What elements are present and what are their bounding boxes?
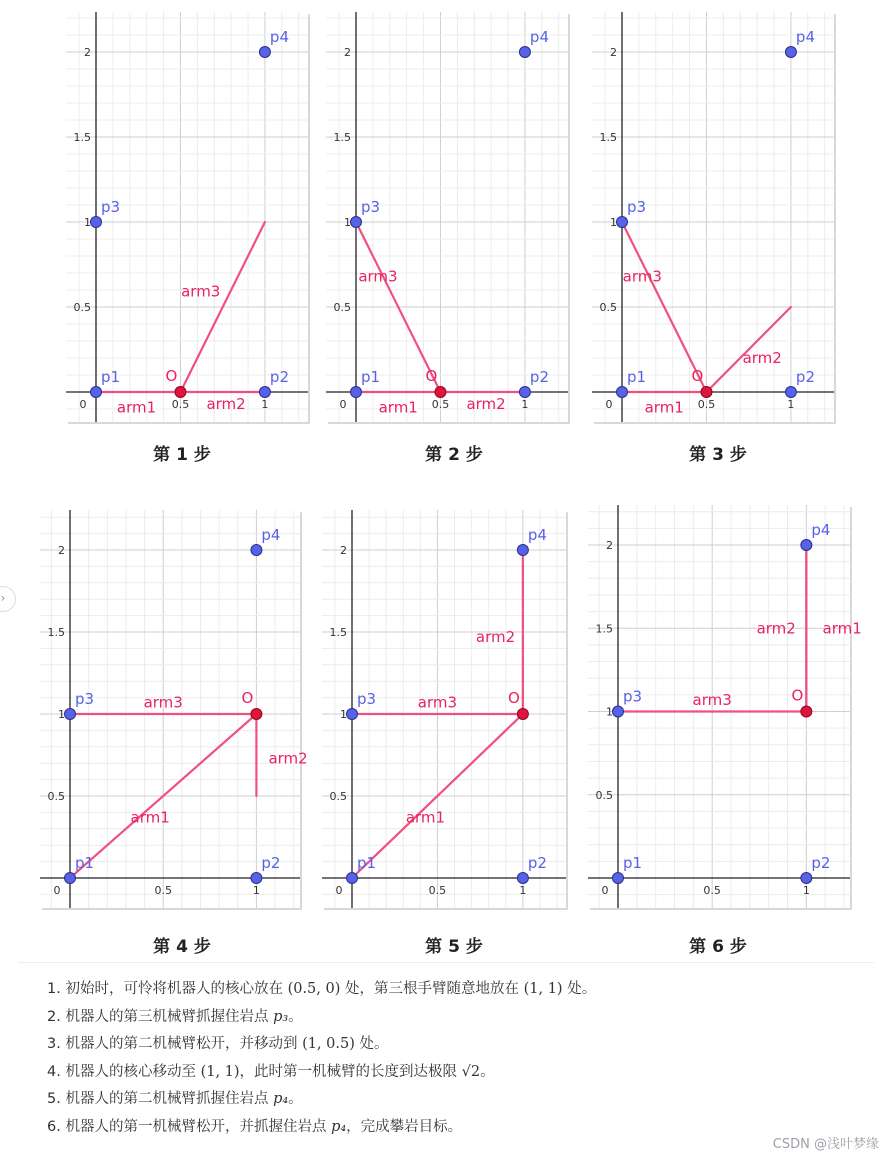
x-tick-label: 1 [802,884,810,897]
y-tick-label: 1 [84,216,91,229]
p2-point [517,873,528,884]
p3-label: p3 [627,198,647,216]
p3-point [65,709,76,720]
y-tick-label: 1 [610,216,617,229]
card-background [592,12,834,422]
y-tick-label: 0.5 [73,301,91,314]
p4-point [259,47,270,58]
arm1-label: arm1 [378,398,418,417]
y-tick-label: 0.5 [329,790,347,803]
arm2-label: arm2 [756,619,796,638]
core-point [801,706,812,717]
y-tick-label: 1 [344,216,351,229]
step-4-label: 第 4 步 [153,937,211,957]
step-1-diagram [66,12,310,424]
x-tick-label: 0.5 [428,884,447,897]
core-point [251,709,262,720]
side-expand-button[interactable]: › [0,586,16,612]
p2-label: p2 [529,368,550,386]
p3-label: p3 [357,690,377,708]
p1-point [613,873,624,884]
p2-label: p2 [795,368,816,386]
step-item: 1. 初始时，可怜将机器人的核心放在 (0.5, 0) 处，第三根手臂随意地放在 (1, 1) 处。 [47,981,597,997]
y-tick-label: 1 [340,708,347,721]
step-3-label: 第 3 步 [689,445,747,465]
y-tick-label: 2 [340,544,347,557]
arm2-label: arm2 [268,749,308,768]
p4-point [801,540,812,551]
p4-label: p4 [795,28,816,46]
step-2-diagram [326,12,570,424]
p4-label: p4 [529,28,550,46]
p4-point [251,545,262,556]
y-tick-label: 2 [84,46,91,59]
card-background [326,12,568,422]
x-tick-label: 0.5 [703,884,721,897]
x-tick-label: 0 [605,398,613,411]
core-label: O [507,689,520,707]
p1-point [617,387,628,398]
y-tick-label: 0.5 [333,301,351,314]
p1-label: p1 [75,854,95,872]
divider [18,962,874,963]
x-tick-label: 0.5 [171,398,190,411]
p3-label: p3 [101,198,121,216]
p1-label: p1 [357,854,377,872]
y-tick-label: 0.5 [47,790,65,803]
p1-label: p1 [361,368,381,386]
step-item: 6. 机器人的第一机械臂松开，并抓握住岩点 p₄，完成攀岩目标。 [47,1118,463,1135]
y-tick-label: 2 [344,46,351,59]
p3-point [347,709,358,720]
p1-label: p1 [623,854,643,872]
step-6-label: 第 6 步 [689,937,747,957]
y-tick-label: 1.5 [73,131,91,144]
p2-label: p2 [527,854,547,872]
arm1-label: arm1 [130,808,170,827]
p2-point [519,387,530,398]
arm2-label: arm2 [742,349,782,367]
watermark: CSDN @浅叶梦缘 [772,1137,879,1152]
p3-point [91,217,102,228]
arm1-label: arm1 [822,619,862,638]
arm3-label: arm3 [692,690,732,709]
x-tick-label: 0.5 [697,398,716,411]
core-label: O [691,367,704,385]
x-tick-label: 1 [261,398,269,411]
core-point [517,709,528,720]
arm2-label: arm2 [466,394,506,413]
arm1-label: arm1 [405,808,446,827]
step-5-label: 第 5 步 [425,937,483,957]
y-tick-label: 1 [606,705,613,719]
arm3-label: arm3 [181,282,221,301]
x-tick-label: 1 [519,884,527,897]
x-tick-label: 0.5 [431,398,450,411]
p1-point [65,873,76,884]
x-tick-label: 1 [252,884,260,897]
p4-point [785,47,796,58]
y-tick-label: 1.5 [599,131,617,144]
p1-label: p1 [627,368,647,386]
core-label: O [425,367,438,385]
x-tick-label: 0 [339,398,347,411]
p3-label: p3 [75,690,95,708]
p1-label: p1 [101,368,121,386]
step-item: 3. 机器人的第二机械臂松开，并移动到 (1, 0.5) 处。 [47,1036,389,1052]
card-background [66,12,308,422]
p3-point [617,217,628,228]
arm1-label: arm1 [644,398,684,417]
diagram-canvas [326,12,570,424]
step-6-diagram [588,505,862,910]
arm3-label: arm3 [417,693,458,712]
y-tick-label: 1.5 [329,626,347,639]
core-label: O [165,367,178,385]
x-tick-label: 0.5 [154,884,172,897]
p2-point [251,873,262,884]
p4-label: p4 [527,526,547,544]
y-tick-label: 0.5 [599,301,617,314]
p2-label: p2 [261,854,281,872]
p4-label: p4 [261,526,281,544]
p1-point [351,387,362,398]
p2-point [801,873,812,884]
arm3-label: arm3 [622,267,662,286]
step-4-diagram [40,510,308,910]
p3-label: p3 [361,198,381,216]
y-tick-label: 1.5 [595,622,613,636]
step-item: 5. 机器人的第二机械臂抓握住岩点 p₄。 [47,1091,303,1107]
p3-point [351,217,362,228]
step-item: 4. 机器人的核心移动至 (1, 1)，此时第一机械臂的长度到达极限 √2。 [47,1063,495,1080]
step-item: 2. 机器人的第三机械臂抓握住岩点 p₃。 [47,1008,303,1025]
core-point [701,387,712,398]
p4-point [519,47,530,58]
core-label: O [241,689,254,707]
arm2-label: arm2 [475,627,516,646]
p1-point [91,387,102,398]
p3-point [613,706,624,717]
step-5-diagram [322,510,568,910]
core-label: O [791,686,804,705]
step-3-diagram [592,12,836,424]
y-tick-label: 2 [58,544,65,557]
arm3-label: arm3 [358,267,398,286]
p2-point [785,387,796,398]
diagram-canvas [592,12,836,424]
p4-point [517,545,528,556]
x-tick-label: 1 [521,398,529,411]
y-tick-label: 0.5 [595,788,613,802]
x-tick-label: 0 [79,398,87,411]
p2-label: p2 [269,368,290,386]
p1-point [347,873,358,884]
y-tick-label: 2 [610,46,617,59]
y-tick-label: 1.5 [333,131,351,144]
x-tick-label: 0 [53,884,61,897]
arm3-label: arm3 [143,693,183,712]
step-2-label: 第 2 步 [425,445,483,465]
p2-label: p2 [811,854,831,872]
p4-label: p4 [269,28,290,46]
arm1-label: arm1 [116,398,157,417]
diagram-canvas [322,510,568,910]
p4-label: p4 [811,521,831,539]
y-tick-label: 1.5 [47,626,65,639]
diagram-canvas [40,510,308,910]
p3-label: p3 [623,687,643,706]
arm2-label: arm2 [206,394,246,413]
diagram-canvas [588,505,862,910]
diagram-canvas [66,12,310,424]
y-tick-label: 1 [58,708,65,721]
x-tick-label: 0 [335,884,343,897]
core-point [175,387,186,398]
p2-point [259,387,270,398]
steps-list [47,976,596,1141]
y-tick-label: 2 [606,539,613,552]
core-point [435,387,446,398]
x-tick-label: 1 [787,398,795,411]
step-1-label: 第 1 步 [153,445,211,465]
x-tick-label: 0 [601,884,609,897]
